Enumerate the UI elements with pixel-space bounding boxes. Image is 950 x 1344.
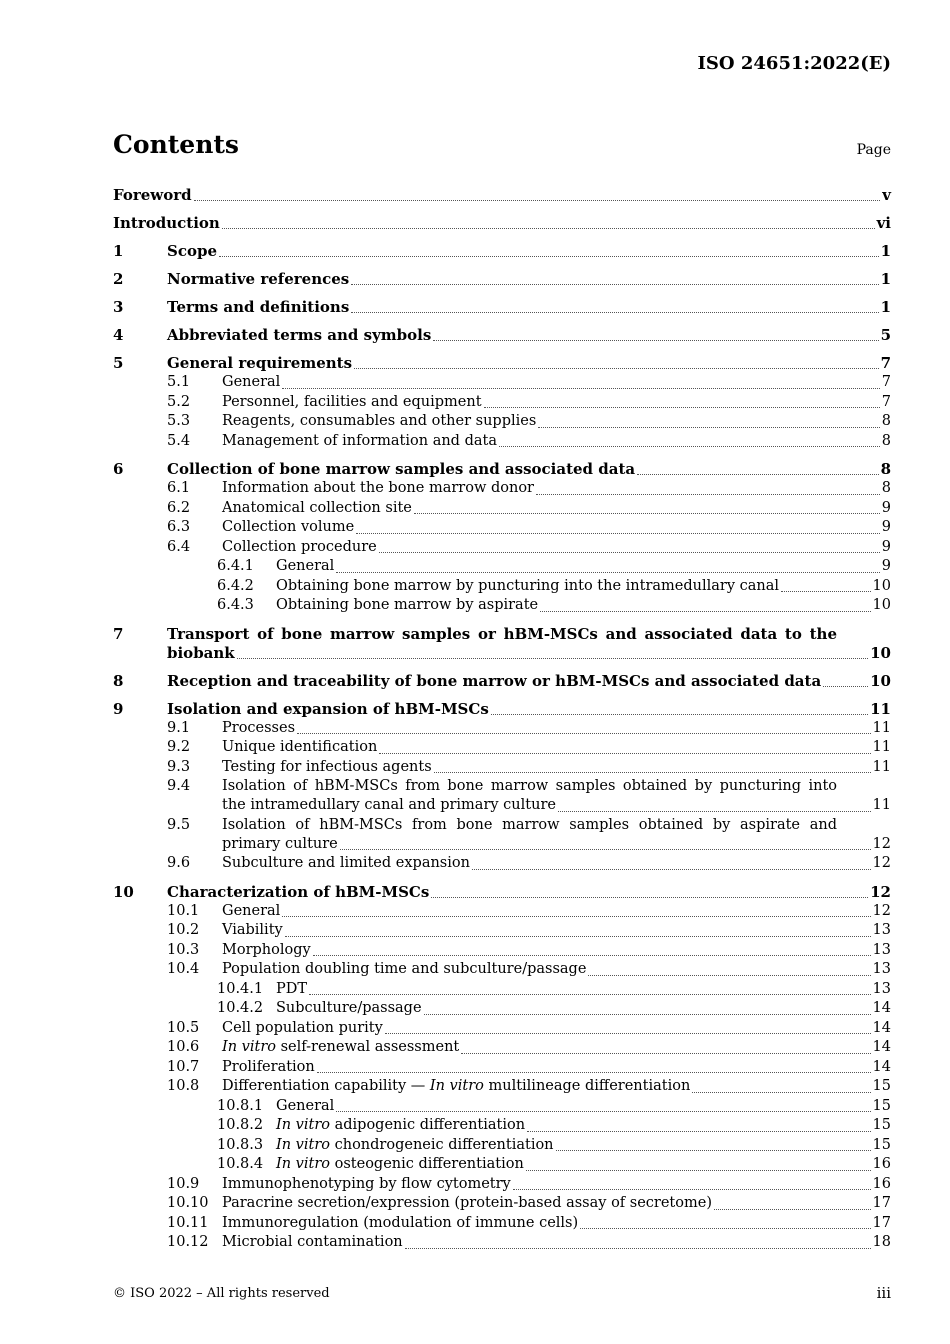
toc-entry-title	[222, 921, 283, 941]
toc-entry-page: 12	[872, 855, 891, 871]
toc-entry-page: 17	[872, 1214, 891, 1231]
toc-entry-title-text: Introduction	[113, 214, 220, 232]
toc-entry-title	[222, 479, 534, 499]
toc-entry[interactable]	[113, 854, 891, 874]
toc-entry-number: 9.3	[167, 758, 191, 775]
toc-entry-title	[222, 1175, 511, 1195]
toc-entry-title-line1: Isolation of hBM-MSCs from bone marrow samples obtained by aspirate and	[222, 816, 837, 833]
toc-entry-title	[276, 1155, 524, 1175]
toc-entry-title-text: chondrogeneic differentiation	[330, 1136, 554, 1153]
toc-entry-title	[222, 518, 354, 538]
toc-entry-number: 8	[113, 671, 124, 690]
toc-entry-number: 10.9	[167, 1175, 200, 1192]
toc-entry-number: 6	[113, 460, 124, 478]
toc-entry[interactable]	[113, 412, 891, 432]
toc-entry-page: 5	[880, 326, 891, 344]
toc-entry-title-text: Abbreviated terms and symbols	[167, 326, 432, 344]
toc-entry-title	[222, 941, 311, 961]
toc-entry-title	[222, 1058, 315, 1078]
toc-entry-page: 9	[881, 558, 891, 574]
toc-entry-number: 10.4.2	[217, 1000, 264, 1016]
toc-entry-title	[222, 835, 338, 855]
toc-entry-title	[167, 270, 349, 289]
toc-entry-title	[167, 644, 235, 663]
toc-entry[interactable]	[113, 1058, 891, 1078]
toc-entry-page: 1	[880, 242, 891, 260]
toc-entry-title-text: Personnel, facilities and equipment	[222, 393, 482, 410]
toc-entry[interactable]	[113, 354, 891, 373]
toc-entry-page: 15	[872, 1097, 891, 1114]
toc-entry-page: 13	[872, 980, 891, 997]
toc-entry[interactable]	[113, 999, 891, 1019]
toc-entry-number: 6.3	[167, 519, 191, 535]
toc-entry-title-text: Collection procedure	[222, 538, 377, 555]
toc-entry-page: 8	[880, 460, 891, 478]
toc-entry-page: 11	[872, 758, 891, 775]
toc-entry-title	[222, 538, 377, 558]
toc-entry-title-text: General	[222, 374, 281, 390]
toc-entry-number: 10.11	[167, 1214, 209, 1231]
toc-entry[interactable]	[113, 577, 891, 597]
toc-dot-leader	[823, 685, 868, 687]
toc-entry-page: 14	[872, 1058, 891, 1075]
toc-dot-leader	[219, 255, 879, 257]
toc-dot-leader	[282, 915, 870, 917]
toc-entry-page: 1	[880, 298, 891, 316]
toc-dot-leader	[317, 1071, 871, 1073]
toc-dot-leader	[536, 493, 880, 495]
toc-entry-title-text: PDT	[276, 980, 308, 997]
toc-entry-title-text: multilineage differentiation	[483, 1078, 691, 1094]
toc-entry-title-text: Unique identification	[222, 739, 378, 755]
toc-dot-leader	[379, 752, 870, 754]
toc-entry[interactable]	[113, 393, 891, 413]
toc-entry[interactable]	[113, 1077, 891, 1097]
toc-entry-page: 8	[881, 413, 891, 429]
toc-entry-page: 15	[872, 1117, 891, 1133]
toc-entry-title-line1: Isolation of hBM-MSCs from bone marrow samples obtained by puncturing into	[222, 778, 837, 794]
toc-entry-number: 9.2	[167, 739, 191, 755]
toc-entry-title-text: Testing for infectious agents	[222, 758, 432, 775]
toc-entry-number: 10.2	[167, 922, 200, 938]
toc-dot-leader	[309, 993, 870, 995]
toc-entry-page: 15	[872, 1136, 891, 1153]
toc-entry-number: 10.4	[167, 961, 200, 977]
toc-entry[interactable]	[113, 1233, 891, 1253]
toc-entry-page: 9	[881, 538, 891, 555]
toc-entry-title	[222, 902, 280, 922]
toc-entry-title	[276, 577, 779, 597]
footer-page-number: iii	[876, 1284, 891, 1302]
toc-entry-title-text: General	[222, 902, 281, 919]
toc-entry-page: 14	[872, 1039, 891, 1055]
toc-entry[interactable]	[113, 373, 891, 393]
toc-entry-title	[276, 1136, 554, 1156]
toc-dot-leader	[558, 810, 871, 812]
toc-entry-number: 4	[113, 326, 124, 344]
toc-entry-page: 14	[872, 1000, 891, 1016]
toc-entry-number: 6.2	[167, 499, 191, 516]
toc-entry-page: 1	[880, 270, 891, 288]
toc-entry-number: 10.8.4	[217, 1156, 264, 1172]
toc-entry-title	[222, 1194, 712, 1214]
toc-entry-title-text: Information about the bone marrow donor	[222, 480, 534, 496]
toc-dot-leader	[513, 1188, 871, 1190]
toc-entry-page: 13	[872, 961, 891, 977]
toc-entry[interactable]	[113, 1155, 891, 1175]
toc-entry-title-text: Reception and traceability of bone marrow or hBM-MSCs and associated data	[167, 671, 822, 690]
toc-entry-number: 6.4.1	[217, 558, 254, 574]
toc-entry-title	[276, 557, 334, 577]
toc-dot-leader	[194, 199, 881, 201]
toc-entry-title-italic: In vitro	[222, 1039, 276, 1055]
toc-entry[interactable]	[113, 625, 891, 663]
toc-dot-leader	[336, 1110, 870, 1112]
toc-entry-page: 9	[881, 519, 891, 535]
toc-entry-title-text: self-renewal assessment	[276, 1039, 460, 1055]
toc-entry[interactable]	[113, 700, 891, 719]
toc-entry-number: 10.12	[167, 1234, 209, 1250]
toc-entry-number: 9	[113, 699, 124, 718]
toc-entry-title	[276, 980, 307, 1000]
toc-entry[interactable]	[113, 738, 891, 758]
toc-entry-title-text: Population doubling time and subculture/passage	[222, 961, 587, 977]
toc-entry[interactable]	[113, 1194, 891, 1214]
toc-entry[interactable]	[113, 326, 891, 345]
toc-entry-title-text: biobank	[167, 643, 235, 662]
toc-dot-leader	[781, 590, 871, 592]
toc-entry-title-text: Obtaining bone marrow by puncturing into the intramedullary canal	[276, 577, 780, 594]
toc-entry-title-italic: In vitro	[276, 1136, 330, 1153]
toc-dot-leader	[588, 974, 870, 976]
toc-entry-page: 10	[872, 597, 891, 613]
toc-entry-page: 12	[870, 882, 891, 901]
toc-entry[interactable]	[113, 538, 891, 558]
toc-dot-leader	[461, 1052, 870, 1054]
table-of-contents	[113, 186, 891, 1253]
toc-dot-leader	[556, 1149, 871, 1151]
toc-dot-leader	[354, 367, 879, 369]
toc-entry-title-text: Subculture and limited expansion	[222, 855, 470, 871]
toc-entry-title-text: Immunophenotyping by flow cytometry	[222, 1175, 511, 1192]
toc-dot-leader	[414, 512, 880, 514]
toc-entry[interactable]	[113, 719, 891, 739]
toc-entry[interactable]	[113, 1136, 891, 1156]
toc-entry-title	[167, 326, 431, 345]
toc-entry-page: 11	[872, 739, 891, 755]
toc-entry-page: vi	[876, 214, 891, 232]
toc-entry[interactable]	[113, 1175, 891, 1195]
toc-entry-title	[167, 460, 635, 479]
toc-entry-page: 8	[881, 432, 891, 449]
toc-dot-leader	[379, 551, 880, 553]
toc-entry-number: 10.4.1	[217, 980, 264, 997]
footer-copyright: © ISO 2022 – All rights reserved	[113, 1286, 330, 1301]
toc-entry-title	[276, 596, 538, 616]
toc-entry-number: 5.2	[167, 393, 191, 410]
toc-entry-title	[222, 758, 432, 778]
toc-entry-number: 5	[113, 354, 124, 372]
toc-entry-title	[167, 883, 429, 902]
toc-entry-title-text: Normative references	[167, 270, 350, 288]
toc-dot-leader	[336, 571, 879, 573]
toc-entry-title	[276, 1116, 525, 1136]
toc-entry[interactable]	[113, 941, 891, 961]
toc-entry-title-text: Anatomical collection site	[222, 499, 412, 516]
toc-entry[interactable]	[113, 1214, 891, 1234]
toc-entry-page: 9	[881, 499, 891, 516]
toc-entry-number: 10.8.3	[217, 1136, 264, 1153]
toc-entry-page: 13	[872, 941, 891, 958]
toc-entry-page: 12	[872, 902, 891, 919]
toc-entry-number: 6.4.2	[217, 577, 254, 594]
page-title: Contents	[113, 130, 240, 159]
toc-entry-number: 9.1	[167, 719, 191, 736]
toc-entry-number: 10.10	[167, 1195, 209, 1211]
toc-dot-leader	[424, 1013, 871, 1015]
toc-entry-page: 17	[872, 1195, 891, 1211]
toc-entry[interactable]	[113, 758, 891, 778]
toc-entry-page: 14	[872, 1019, 891, 1036]
toc-entry-title	[167, 242, 217, 261]
toc-entry[interactable]	[113, 557, 891, 577]
toc-entry-number: 9.5	[167, 816, 191, 833]
toc-entry-title-text: General	[276, 1097, 335, 1114]
toc-entry-number: 10.6	[167, 1039, 200, 1055]
toc-entry-number: 10.7	[167, 1058, 200, 1075]
toc-dot-leader	[692, 1091, 870, 1093]
toc-entry-number: 6.1	[167, 480, 191, 496]
toc-entry-number: 5.3	[167, 413, 191, 429]
toc-entry-page: 18	[872, 1234, 891, 1250]
toc-entry-title-prefix: Differentiation capability —	[222, 1078, 430, 1094]
toc-dot-leader	[297, 732, 871, 734]
toc-entry-number: 6.4.3	[217, 597, 254, 613]
toc-entry-title-italic: In vitro	[429, 1078, 484, 1094]
toc-entry-title	[222, 1019, 383, 1039]
toc-entry-number: 3	[113, 298, 124, 316]
toc-entry[interactable]	[113, 214, 891, 233]
toc-entry[interactable]	[113, 1038, 891, 1058]
toc-entry-title-text: General requirements	[167, 354, 353, 372]
toc-entry-title	[222, 393, 482, 413]
toc-entry-page: 11	[870, 699, 891, 718]
toc-entry-title	[276, 1097, 334, 1117]
toc-entry-page: 12	[872, 835, 891, 852]
toc-entry-title-text: Obtaining bone marrow by aspirate	[276, 597, 539, 613]
toc-entry-number: 9.6	[167, 855, 191, 871]
toc-dot-leader	[351, 311, 878, 313]
toc-entry-title-text: Characterization of hBM-MSCs	[167, 882, 430, 901]
toc-entry-title	[222, 738, 377, 758]
toc-entry-title-text: the intramedullary canal and primary culture	[222, 797, 556, 813]
toc-entry[interactable]	[113, 883, 891, 902]
toc-dot-leader	[491, 713, 868, 715]
toc-entry-title-text: osteogenic differentiation	[330, 1156, 524, 1172]
toc-entry-title-text: Proliferation	[222, 1058, 315, 1075]
toc-entry-page: 7	[881, 374, 891, 390]
toc-entry-number: 10.8.1	[217, 1097, 264, 1114]
toc-entry-title	[222, 1038, 459, 1058]
toc-entry-title-text: Morphology	[222, 941, 311, 958]
toc-entry-title	[113, 186, 192, 205]
toc-entry-page: 13	[872, 922, 891, 938]
toc-entry-title	[222, 432, 497, 452]
toc-dot-leader	[313, 954, 871, 956]
toc-entry[interactable]	[113, 242, 891, 261]
toc-entry-number: 2	[113, 270, 124, 288]
toc-entry[interactable]	[113, 499, 891, 519]
toc-dot-leader	[356, 532, 880, 534]
toc-entry-title-italic: In vitro	[276, 1156, 330, 1172]
toc-entry-title	[222, 796, 556, 816]
toc-entry-title-text: Microbial contamination	[222, 1234, 403, 1250]
toc-dot-leader	[222, 227, 875, 229]
toc-dot-leader	[434, 771, 871, 773]
toc-entry[interactable]	[113, 270, 891, 289]
document-standard-id: ISO 24651:2022(E)	[697, 53, 891, 74]
toc-entry[interactable]	[113, 1116, 891, 1136]
toc-entry-title	[222, 1077, 690, 1097]
toc-entry-title-line1: Transport of bone marrow samples or hBM-MSCs and associated data to the	[167, 624, 837, 643]
toc-entry-number: 10.8	[167, 1078, 200, 1094]
toc-entry-title	[222, 373, 280, 393]
toc-entry-title-text: Paracrine secretion/expression (protein-based assay of secretome)	[222, 1195, 712, 1211]
toc-dot-leader	[484, 406, 880, 408]
toc-entry-title-text: Scope	[167, 242, 218, 260]
toc-entry-title	[222, 960, 586, 980]
toc-entry-title	[222, 1233, 403, 1253]
toc-entry-number: 1	[113, 242, 124, 260]
toc-entry-number: 10.8.2	[217, 1117, 264, 1133]
toc-entry[interactable]	[113, 902, 891, 922]
toc-entry-title	[276, 999, 422, 1019]
toc-entry-title-text: Terms and definitions	[167, 298, 350, 316]
toc-entry-title	[113, 214, 220, 233]
toc-entry[interactable]	[113, 1097, 891, 1117]
toc-entry-number: 10	[113, 882, 134, 901]
toc-entry-title-text: Immunoregulation (modulation of immune cells)	[222, 1214, 579, 1231]
toc-entry-page: 15	[872, 1078, 891, 1094]
toc-entry[interactable]	[113, 298, 891, 317]
toc-entry[interactable]	[113, 518, 891, 538]
toc-entry-number: 7	[113, 624, 124, 643]
toc-entry-title-italic: In vitro	[276, 1117, 330, 1133]
toc-entry-number: 5.4	[167, 432, 191, 449]
toc-entry-title-text: General	[276, 558, 335, 574]
toc-entry-title-text: Management of information and data	[222, 432, 497, 449]
toc-entry-page: 16	[872, 1156, 891, 1172]
toc-entry-title	[167, 700, 489, 719]
toc-entry-title-text: adipogenic differentiation	[330, 1117, 526, 1133]
toc-dot-leader	[285, 935, 871, 937]
toc-dot-leader	[637, 473, 878, 475]
toc-entry-title-text: Foreword	[113, 186, 192, 204]
toc-dot-leader	[385, 1032, 871, 1034]
toc-entry-title-text: Reagents, consumables and other supplies	[222, 413, 537, 429]
toc-entry-number: 10.3	[167, 941, 200, 958]
toc-dot-leader	[714, 1208, 871, 1210]
toc-dot-leader	[351, 283, 878, 285]
toc-entry-number: 10.1	[167, 902, 200, 919]
toc-entry[interactable]	[113, 921, 891, 941]
toc-entry-title-text: Cell population purity	[222, 1019, 383, 1036]
toc-entry-page: 10	[870, 643, 891, 662]
toc-entry-title-text: Subculture/passage	[276, 1000, 422, 1016]
toc-entry[interactable]	[113, 479, 891, 499]
toc-dot-leader	[499, 445, 880, 447]
toc-entry-title-text: primary culture	[222, 835, 338, 852]
toc-entry-title-text: Collection of bone marrow samples and associated data	[167, 460, 636, 478]
toc-entry-title	[222, 1214, 578, 1234]
toc-dot-leader	[526, 1169, 871, 1171]
toc-entry-number: 10.5	[167, 1019, 200, 1036]
toc-entry-page: 7	[880, 354, 891, 372]
toc-dot-leader	[580, 1227, 870, 1229]
toc-entry-title	[167, 298, 349, 317]
toc-entry-page: v	[882, 186, 891, 204]
toc-entry[interactable]	[113, 980, 891, 1000]
toc-dot-leader	[540, 610, 870, 612]
toc-entry[interactable]	[113, 960, 891, 980]
page-column-label: Page	[856, 142, 891, 158]
toc-entry-page: 8	[881, 480, 891, 496]
toc-dot-leader	[340, 848, 871, 850]
toc-entry-page: 11	[872, 797, 891, 813]
toc-dot-leader	[527, 1130, 870, 1132]
toc-entry-title	[222, 499, 412, 519]
toc-entry[interactable]	[113, 432, 891, 452]
toc-entry-title	[222, 412, 536, 432]
toc-entry-page: 16	[872, 1175, 891, 1192]
toc-entry-page: 10	[872, 577, 891, 594]
toc-entry-title	[167, 354, 352, 373]
toc-entry-page: 10	[870, 671, 891, 690]
toc-entry[interactable]	[113, 816, 891, 855]
toc-entry-title-text: Processes	[222, 719, 296, 736]
toc-entry-page: 11	[872, 719, 891, 736]
toc-entry-number: 5.1	[167, 374, 191, 390]
toc-entry-title	[222, 854, 470, 874]
toc-entry-page: 7	[881, 393, 891, 410]
toc-entry-title-text: Collection volume	[222, 519, 355, 535]
toc-entry[interactable]	[113, 186, 891, 205]
toc-entry[interactable]	[113, 460, 891, 479]
toc-entry-title-text: Isolation and expansion of hBM-MSCs	[167, 699, 489, 718]
toc-entry-title	[167, 672, 821, 691]
toc-entry-title-text: Viability	[222, 922, 283, 938]
toc-dot-leader	[431, 896, 868, 898]
toc-entry-number: 9.4	[167, 778, 191, 794]
toc-entry[interactable]	[113, 777, 891, 816]
toc-entry[interactable]	[113, 672, 891, 691]
toc-entry-title	[222, 719, 295, 739]
toc-entry[interactable]	[113, 596, 891, 616]
toc-entry-number: 6.4	[167, 538, 191, 555]
toc-entry[interactable]	[113, 1019, 891, 1039]
toc-dot-leader	[282, 387, 879, 389]
toc-dot-leader	[405, 1247, 871, 1249]
toc-dot-leader	[472, 868, 871, 870]
toc-dot-leader	[538, 426, 879, 428]
toc-dot-leader	[237, 657, 868, 659]
toc-dot-leader	[433, 339, 878, 341]
